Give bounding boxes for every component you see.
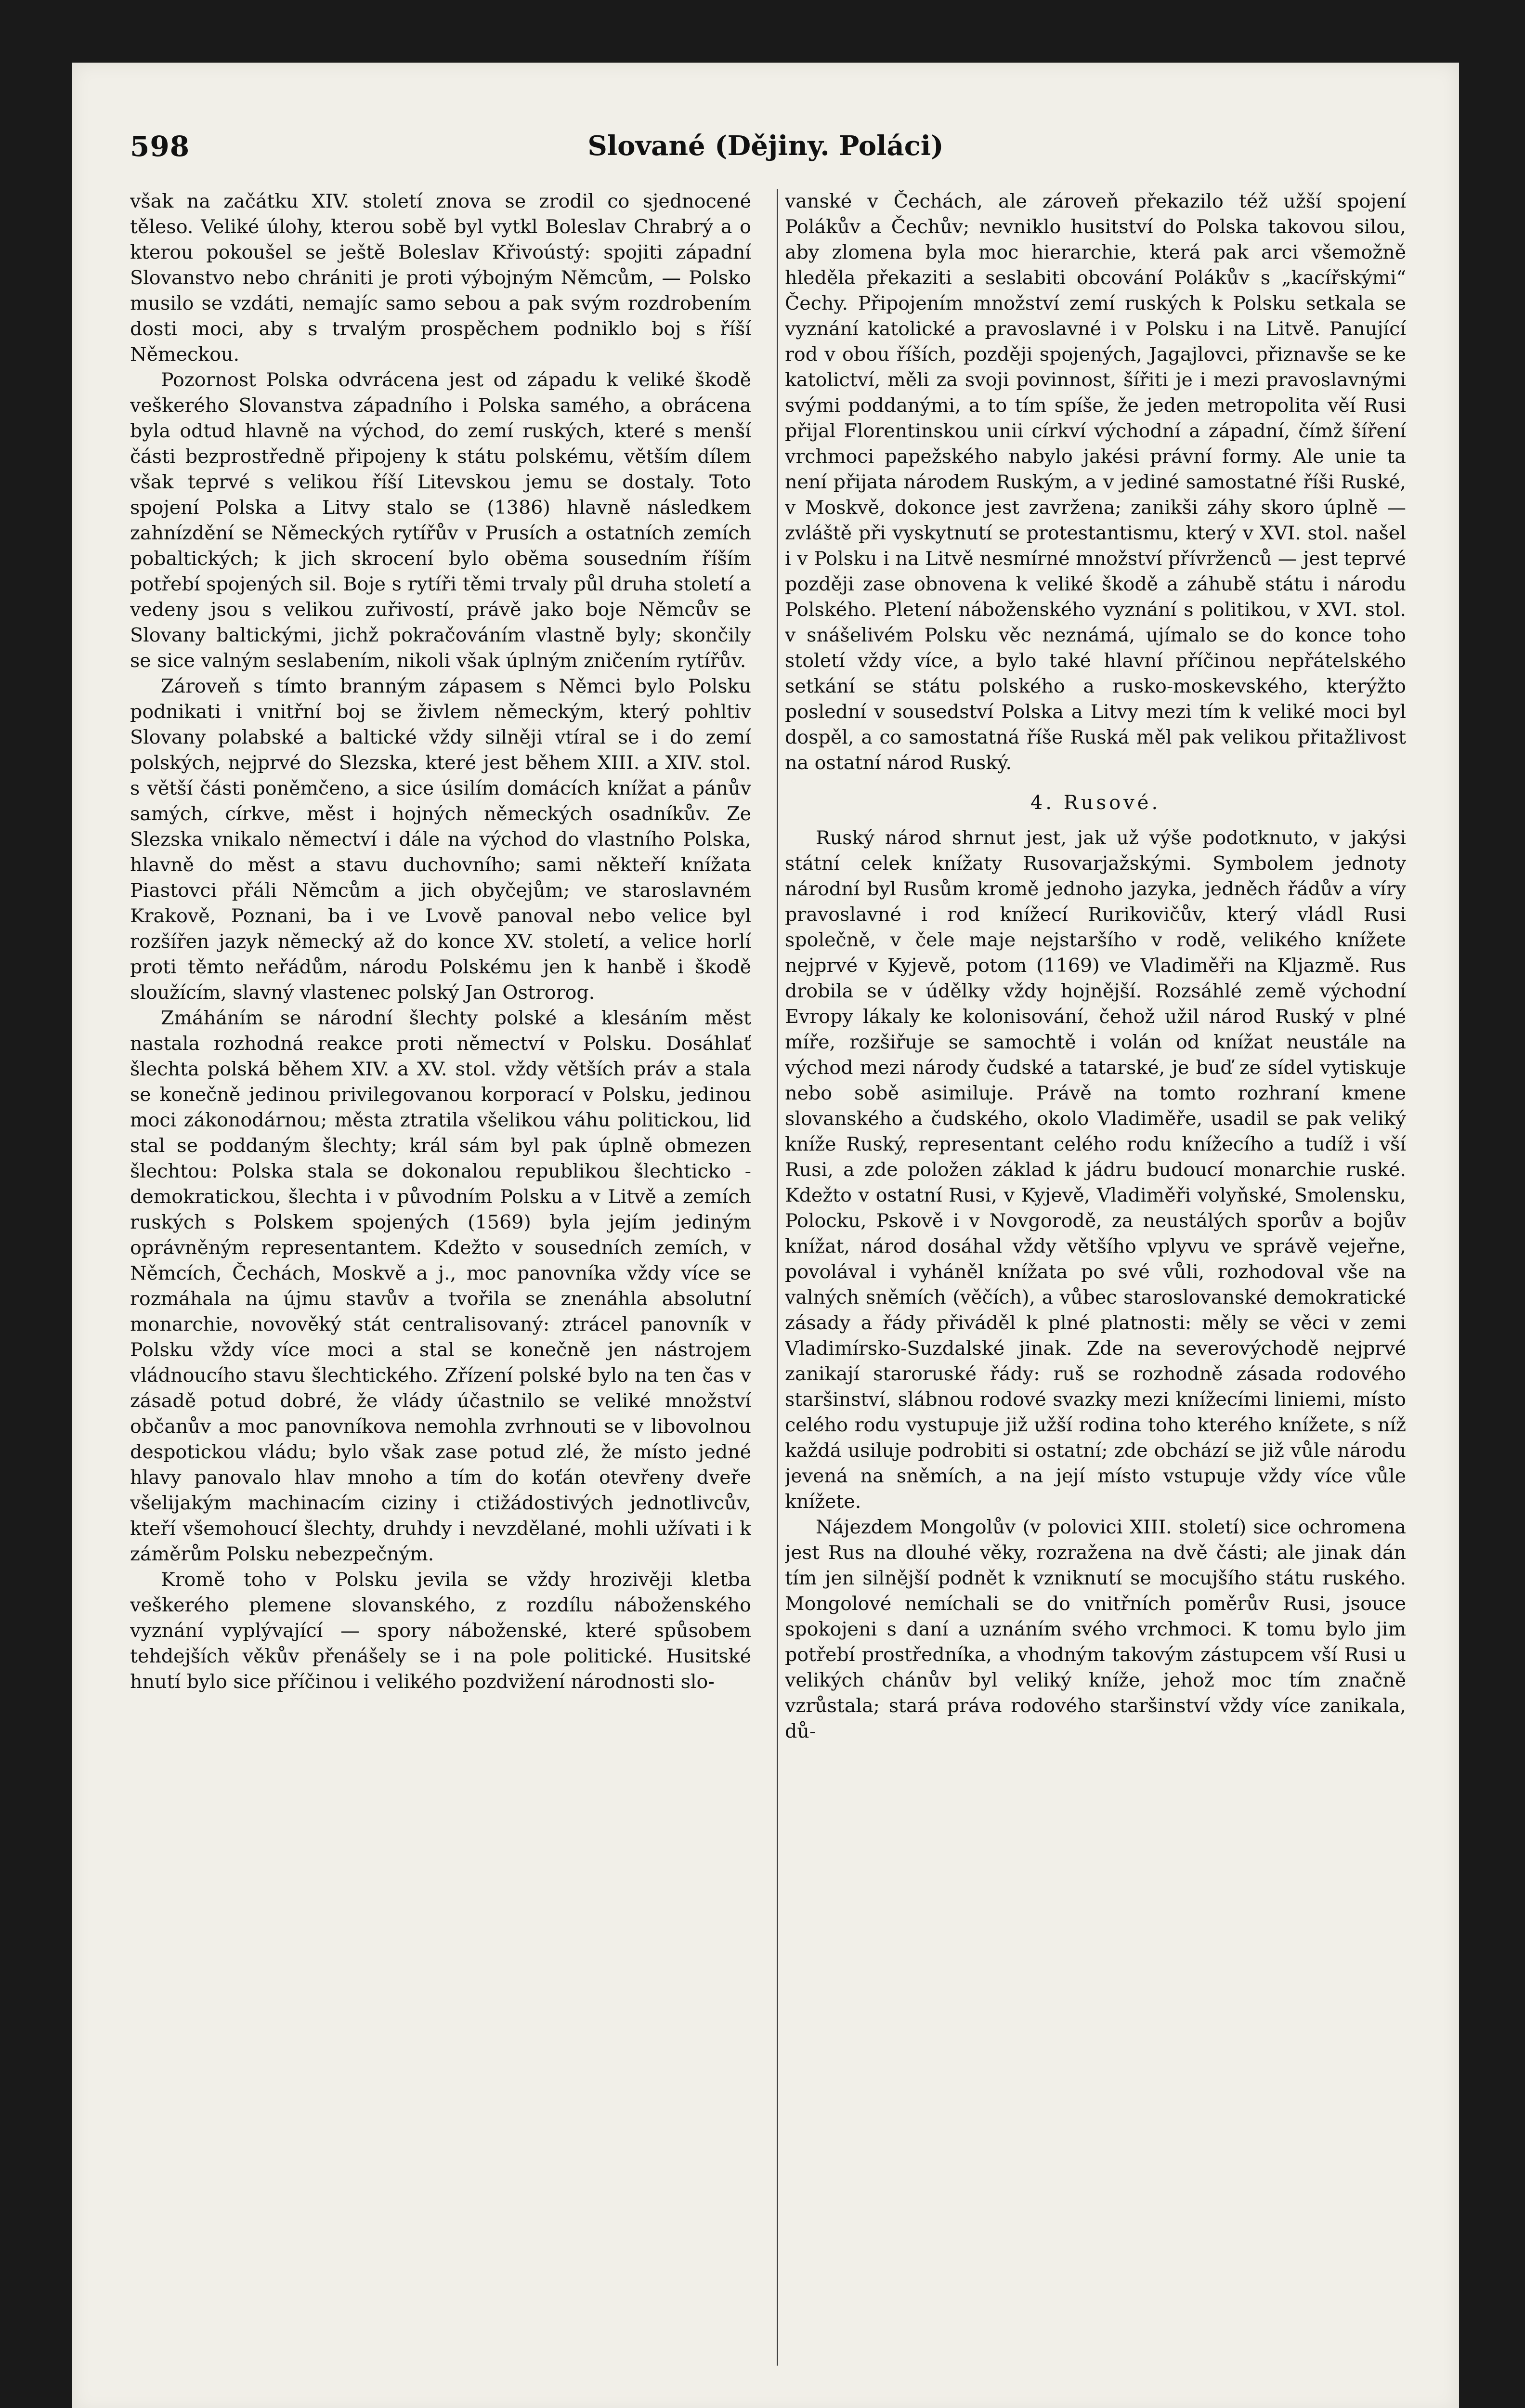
section-heading: 4. Rusové.: [1030, 792, 1161, 814]
page-number: 598: [130, 130, 190, 163]
paragraph: však na začátku XIV. století znova se zrodil co sjednocené těleso. Veliké úlohy, kterou sobě byl vytkl Boleslav Chrabrý a o kterou pokoušel se ještě Boleslav Křivoústý: spojiti západní Slovanstvo nebo chrániti je proti výbojným Němcům, — Polsko musilo se vzdáti, nemajíc samo sebou a pak svým rozdrobením dosti moci, aby s trvalým prospěchem podniklo boj s říší Německou.: [130, 190, 751, 366]
paragraph: Nájezdem Mongolův (v polovici XIII. století) sice ochromena jest Rus na dlouhé věky, rozražena na dvě části; ale jinak dán tím jen silnější podnět k vzniknutí se mocujšího státu ruského. Mongolové nemíchali se do vnitřních poměrův Rusi, jsouce spokojeni s daní a uznáním svého vrchmoci. K tomu bylo jim potřebí prostředníka, a vhodným takovým zástupcem vší Rusi u velikých chánův byl veliký kníže, jehož moc tím značně vzrůstala; stará práva rodového staršinství vždy více zanikala, dů-: [785, 1516, 1406, 1742]
paragraph: Zároveň s tímto branným zápasem s Němci bylo Polsku podnikati i vnitřní boj se živlem německým, který pohltiv Slovany polabské a baltické vždy silněji vtíral se i do zemí polských, nejprvé do Slezska, které jest během XIII. a XIV. stol. s větší části poněmčeno, a sice úsilím domácích knížat a pánův samých, církve, měst i hojných německých osadníkův. Ze Slezska vnikalo němectví i dále na východ do vlastního Polska, hlavně do měst a stavu duchovního; sami někteří knížata Piastovci přáli Němcům a jich obyčejům; ve staroslavném Krakově, Poznani, ba i ve Lvově panoval nebo velice byl rozšířen jazyk německý až do konce XV. století, a velice horlí proti těmto neřádům, národu Polskému jen k hanbě i škodě sloužícím, slavný vlastenec polský Jan Ostrorog.: [130, 675, 751, 1004]
paragraph: vanské v Čechách, ale zároveň překazilo též užší spojení Polákův a Čechův; nevniklo husitství do Polska takovou silou, aby zlomena byla moc hierarchie, která pak arci všemožně hleděla překaziti a seslabiti obcování Polákův s „kacířskými“ Čechy. Připojením množství zemí ruských k Polsku setkala se vyznání katolické a pravoslavné i v Polsku i na Litvě. Panující rod v obou říších, později spojených, Jagajlovci, přiznavše se ke katolictví, měli za svoji povinnost, šířiti je i mezi pravoslavnými svými poddanými, a to tím spíše, že jeden metropolita věí Rusi přijal Florentinskou unii církví východní a západní, čímž šíření vrchmoci papežského nabylo jakési právní formy. Ale unie ta není přijata národem Ruským, a v jediné samostatné říši Ruské, v Moskvě, dokonce jest zavržena; zanikši záhy skoro úplně — zvláště při vyskytnutí se protestantismu, který v XVI. stol. našel i v Polsku i na Litvě nesmírné množství přívrženců — jest teprvé později zase obnovena k veliké škodě a záhubě státu i národu Polského. Pletení náboženského vyznání s politikou, v XVI. stol. v snášelivém Polsku věc neznámá, ujímalo se do konce toho století vždy více, a bylo také hlavní příčinou nepřátelského setkání se státu polského a rusko-moskevského, kterýžto poslední v sousedství Polska a Litvy mezi tím k veliké moci byl dospěl, a co samostatná říše Ruská měl pak velikou přitažlivost na ostatní národ Ruský.: [785, 190, 1406, 774]
left-column: [130, 189, 751, 2366]
paragraph: Pozornost Polska odvrácena jest od západu k veliké škodě veškerého Slovanstva západního i Polska samého, a obrácena byla odtud hlavně na východ, do zemí ruských, které s menší části bezprostředně připojeny k státu polskému, větším dílem však teprvé s velikou říší Litevskou jemu se dostaly. Toto spojení Polska a Litvy stalo se (1386) hlavně následkem zahnízdění se Německých rytířův v Prusích a ostatních zemích pobaltických; k jich skrocení bylo oběma sousedním říším potřebí spojených sil. Boje s rytíři těmi trvaly půl druha století a vedeny jsou s velikou zuřivostí, právě jako boje Němcův se Slovany baltickými, jichž pokračováním vlastně byly; skončily se sice valným seslabením, nikoli však úplným zničením rytířův.: [130, 369, 751, 672]
paragraph: Zmáháním se národní šlechty polské a klesáním měst nastala rozhodná reakce proti němectví v Polsku. Dosáhlať šlechta polská během XIV. a XV. stol. vždy větších práv a stala se konečně jedinou privilegovanou korporací v Polsku, jedinou moci zákonodárnou; města ztratila všelikou váhu politickou, lid stal se poddaným šlechty; král sám byl pak úplně obmezen šlechtou: Polska stala se dokonalou republikou šlechticko - demokratickou, šlechta i v původním Polsku a v Litvě a zemích ruských s Polskem spojených (1569) byla jejím jediným oprávněným representantem. Kdežto v sousedních zemích, v Němcích, Čechách, Moskvě a j., moc panovníka vždy více se rozmáhala na újmu stavův a tvořila se znenáhla absolutní monarchie, novověký stát centralisovaný: ztrácel panovník v Polsku vždy více moci a stal se konečně jen nástrojem vládnoucího stavu šlechtického. Zřízení polské bylo na ten čas v zásadě potud dobré, že vlády účastnilo se veliké množství občanův a moc panovníkova nemohla zvrhnouti se v libovolnou despotickou vládu; bylo však zase potud zlé, že místo jedné hlavy panovalo hlav mnoho a tím do koťán otevřeny dveře všelijakým machinacím ciziny i ctižádostivých jednotlivcův, kteří všemohoucí šlechty, druhdy i nevzdělané, mohli užívati i k záměrům Polsku nebezpečným.: [130, 1007, 751, 1565]
paragraph: Kromě toho v Polsku jevila se vždy hrozivěji kletba veškerého plemene slovanského, z rozdílu náboženského vyznání vyplývající — spory náboženské, které spůsobem tehdejších věkův přenášely se i na pole politické. Husitské hnutí bylo sice příčinou i velikého pozdvižení národnosti slo-: [130, 1569, 751, 1693]
right-column: [785, 189, 1406, 2366]
book-page: [72, 63, 1459, 2408]
running-title: Slované (Dějiny. Poláci): [587, 130, 944, 162]
page-header: [130, 130, 1401, 173]
text-columns: [130, 189, 1406, 2366]
paragraph: Ruský národ shrnut jest, jak už výše podotknuto, v jakýsi státní celek knížaty Rusovarjažskými. Symbolem jednoty národní byl Rusům kromě jednoho jazyka, jedněch řádův a víry pravoslavné i rod knížecí Rurikovičův, který vládl Rusi společně, v čele maje nejstaršího v rodě, velikého knížete nejprvé v Kyjevě, potom (1169) ve Vladiměři na Kljazmě. Rus drobila se v údělky vždy hojnější. Rozsáhlé země východní Evropy lákaly ke kolonisování, čehož užil národ Ruský v plné míře, rozšiřuje se samochtě i volán od knížat neustále na východ mezi národy čudské a tatarské, je buď ze sídel vytiskuje nebo sobě asimiluje. Právě na tomto rozhraní kmene slovanského a čudského, okolo Vladiměře, usadil se pak veliký kníže Ruský, representant celého rodu knížecího a tudíž i vší Rusi, a zde položen základ k jádru budoucí monarchie ruské. Kdežto v ostatní Rusi, v Kyjevě, Vladiměři volyňské, Smolensku, Polocku, Pskově i v Novgorodě, za neustálých sporův a bojův knížat, národ dosáhal vždy většího vplyvu ve správě vejeřne, povolával i vyháněl knížata po své vůli, rozhodoval vše na valných sněmích (věčích), a vůbec staroslovanské demokratické zásady a řády přiváděl k plné platnosti: měly se věci v zemi Vladimírsko-Suzdalské jinak. Zde na severovýchodě nejprvé zanikají staroruské řády: ruš se rozhodně zásada rodového staršinství, slábnou rodové svazky mezi knížecími liniemi, místo celého rodu vystupuje již užší rodina toho kterého knížete, s níž každá usiluje podrobiti si ostatní; zde obchází se již vůle národu jevená na sněmích, a na její místo vstupuje vždy více vůle knížete.: [785, 827, 1406, 1513]
